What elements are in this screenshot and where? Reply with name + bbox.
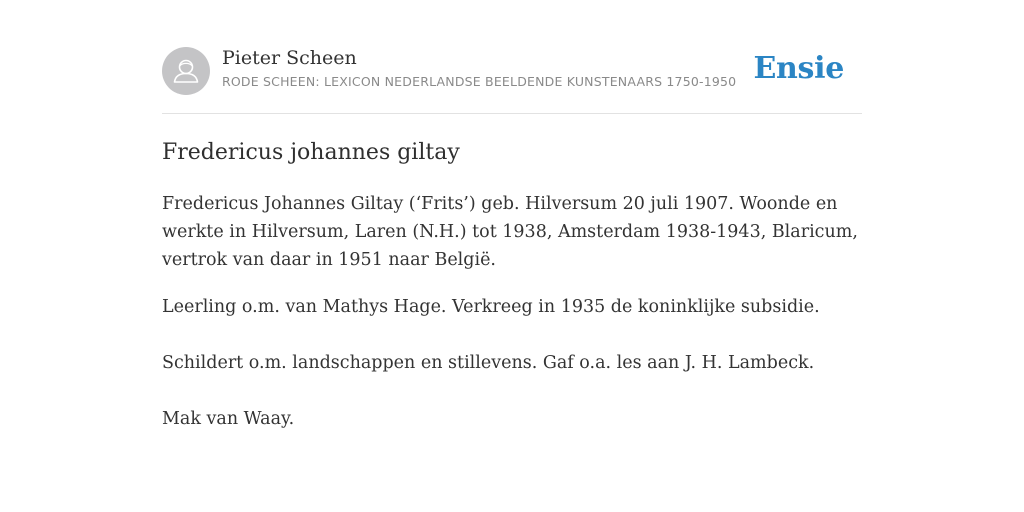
- entry-card: [162, 0, 862, 512]
- user-avatar-icon: [162, 47, 210, 95]
- author-avatar[interactable]: [162, 47, 210, 95]
- entry-title: Fredericus johannes giltay: [162, 140, 460, 165]
- entry-body: [162, 190, 862, 452]
- ensie-logo[interactable]: Ensie: [753, 51, 844, 86]
- author-name[interactable]: Pieter Scheen: [222, 47, 357, 69]
- header-divider: [162, 113, 862, 114]
- paragraph-reference: Mak van Waay.: [162, 409, 295, 429]
- entry-header: [162, 46, 862, 96]
- source-title[interactable]: RODE SCHEEN: LEXICON NEDERLANDSE BEELDENDE KUNSTENAARS 1750-1950: [222, 74, 737, 89]
- paragraph-work: Schildert o.m. landschappen en stillevens. Gaf o.a. les aan J. H. Lambeck.: [162, 353, 815, 373]
- paragraph-education: Leerling o.m. van Mathys Hage. Verkreeg in 1935 de koninklijke subsidie.: [162, 297, 820, 317]
- paragraph-biography: Fredericus Johannes Giltay (‘Frits’) geb. Hilversum 20 juli 1907. Woonde en werkte in Hilversum, Laren (N.H.) tot 1938, Amsterdam 1938-1943, Blaricum, vertrok van daar in 1951 naar België.: [162, 194, 858, 270]
